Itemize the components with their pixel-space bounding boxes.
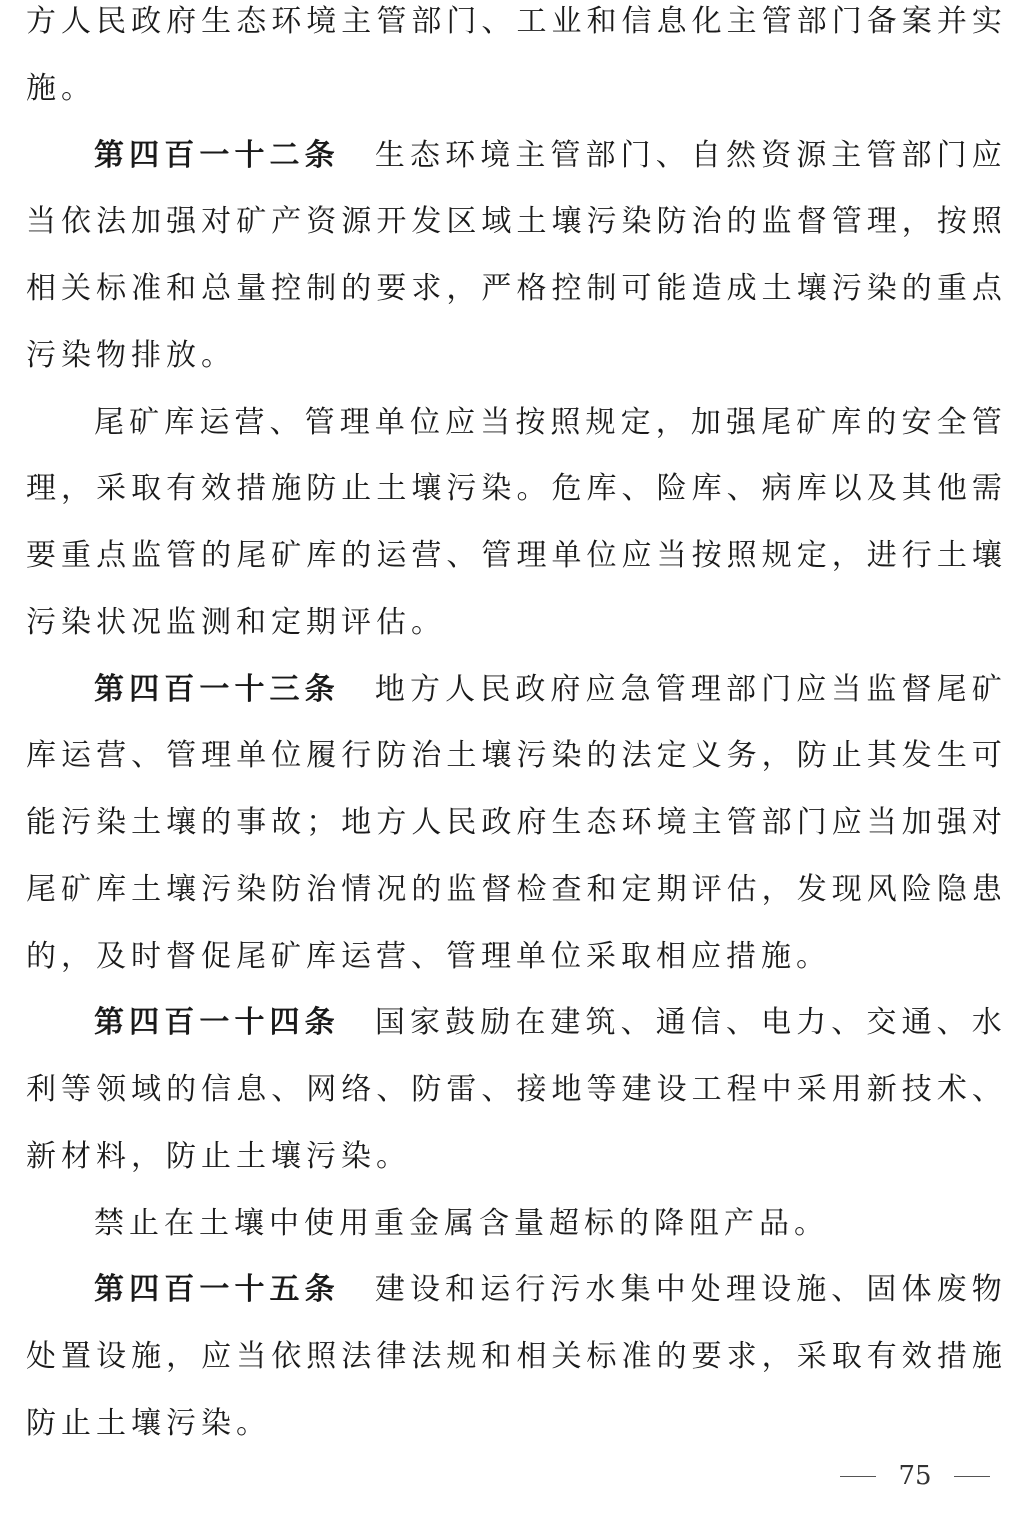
text-line: 当 依 法 加 强 对 矿 产 资 源 开 发 区 域 土 壤 污 染 防 治 的 监 督 管 理 ， 按 照 — [26, 204, 1002, 240]
article-heading-line: 第 四 百 一 十 三 条 地 方 人 民 政 府 应 急 管 理 部 门 应 当 监 督 尾 矿 — [94, 671, 1002, 707]
article-gap — [340, 673, 370, 706]
text-line: 新 材 料 ， 防 止 土 壤 污 染 。 — [26, 1138, 406, 1174]
text-line: 要 重 点 监 管 的 尾 矿 库 的 运 营 、 管 理 单 位 应 当 按 照 规 定 ， 进 行 土 壤 — [26, 538, 1002, 573]
text-line: 污 染 状 况 监 测 和 定 期 评 估 。 — [26, 604, 441, 640]
text-line: 理 ， 采 取 有 效 措 施 防 止 土 壤 污 染 。 危 库 、 险 库 、 病 库 以 及 其 他 需 — [26, 471, 1002, 507]
page-number-right-dash — [954, 1476, 990, 1477]
page-number-footer — [840, 1458, 990, 1494]
article-gap — [340, 1273, 370, 1306]
text-line: 的 ， 及 时 督 促 尾 矿 库 运 营 、 管 理 单 位 采 取 相 应 措 施 。 — [26, 938, 826, 974]
text-line: 施 。 — [26, 70, 91, 106]
article-heading-line: 第 四 百 一 十 四 条 国 家 鼓 励 在 建 筑 、 通 信 、 电 力 、 交 通 、 水 — [94, 1005, 1002, 1041]
text-line: 相 关 标 准 和 总 量 控 制 的 要 求 ， 严 格 控 制 可 能 造 成 土 壤 污 染 的 重 点 — [26, 271, 1002, 306]
article-heading-line: 第 四 百 一 十 二 条 生 态 环 境 主 管 部 门 、 自 然 资 源 主 管 部 门 应 — [94, 137, 1002, 173]
text-line: 污 染 物 排 放 。 — [26, 337, 231, 373]
text-line: 防 止 土 壤 污 染 。 — [26, 1405, 266, 1441]
text-line: 禁 止 在 土 壤 中 使 用 重 金 属 含 量 超 标 的 降 阻 产 品 。 — [94, 1205, 824, 1241]
page-number-left-dash — [840, 1476, 876, 1477]
text-line: 利 等 领 域 的 信 息 、 网 络 、 防 雷 、 接 地 等 建 设 工 程 中 采 用 新 技 术 、 — [26, 1072, 1002, 1107]
text-line: 方 人 民 政 府 生 态 环 境 主 管 部 门 、 工 业 和 信 息 化 主 管 部 门 备 案 并 实 — [26, 4, 1002, 39]
article-gap — [340, 139, 370, 172]
text-line: 能 污 染 土 壤 的 事 故 ； 地 方 人 民 政 府 生 态 环 境 主 管 部 门 应 当 加 强 对 — [26, 805, 1002, 840]
text-line: 尾 矿 库 土 壤 污 染 防 治 情 况 的 监 督 检 查 和 定 期 评 估 ， 发 现 风 险 隐 患 — [26, 871, 1002, 907]
article-gap — [340, 1006, 370, 1039]
text-line: 库 运 营 、 管 理 单 位 履 行 防 治 土 壤 污 染 的 法 定 义 务 ， 防 止 其 发 生 可 — [26, 738, 1002, 774]
document-page — [26, 0, 1002, 1474]
article-heading-line: 第 四 百 一 十 五 条 建 设 和 运 行 污 水 集 中 处 理 设 施 、 固 体 废 物 — [94, 1272, 1002, 1308]
text-line: 尾 矿 库 运 营 、 管 理 单 位 应 当 按 照 规 定 ， 加 强 尾 矿 库 的 安 全 管 — [94, 404, 1002, 440]
page-number: 75 — [898, 1461, 932, 1491]
text-line: 处 置 设 施 ， 应 当 依 照 法 律 法 规 和 相 关 标 准 的 要 求 ， 采 取 有 效 措 施 — [26, 1339, 1002, 1374]
